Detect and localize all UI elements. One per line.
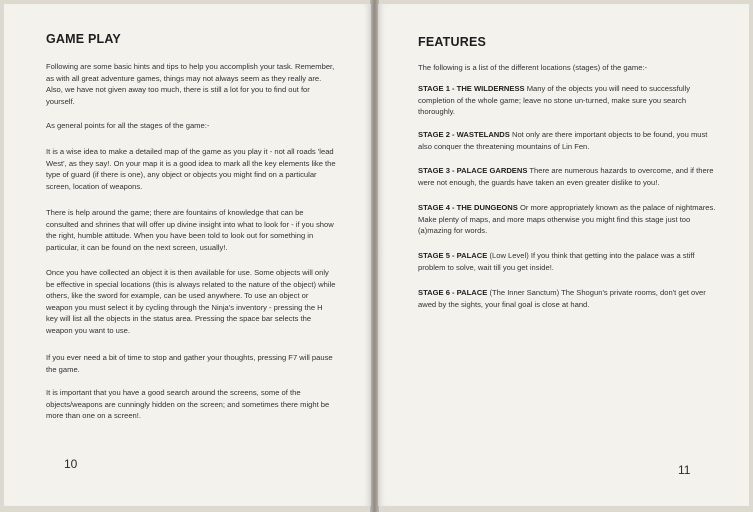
page-heading: GAME PLAY <box>46 32 121 46</box>
paragraph-intro: Following are some basic hints and tips to help you accomplish your task. Remember, as with all great adventure games, things may not always seem as they really are. Also, we have not given away too much, there is still a lot for you to find out for yourself. <box>46 62 335 106</box>
page-heading: FEATURES <box>418 35 487 49</box>
stage-entry <box>418 287 716 310</box>
stage-description: Or more appropriately known as the palace of nightmares. Make plenty of maps, and more maps otherwise you might find this stage just too (a)mazing for words. <box>418 203 716 236</box>
stage-title: STAGE 4 - THE DUNGEONS <box>418 203 518 212</box>
paragraph-pause: If you ever need a bit of time to stop and gather your thoughts, pressing F7 will pause the game. <box>46 353 333 374</box>
stage-title: STAGE 6 - PALACE <box>418 288 488 297</box>
left-page <box>4 4 371 506</box>
stage-entry <box>418 202 716 237</box>
stage-entry <box>418 250 716 273</box>
stage-title: STAGE 2 - WASTELANDS <box>418 130 510 139</box>
paragraph-search: It is important that you have a good search around the screens, some of the objects/weapons are cunningly hidden on the screen; and sometimes there might be more than one on a screen!. <box>46 388 330 421</box>
stage-description: Many of the objects you will need to successfully completion of the whole game; leave no stone un-turned, make sure you search thoroughly. <box>418 84 691 117</box>
stage-description: (Low Level) If you think that getting into the palace was a stiff problem to solve, wait till you get inside!. <box>418 251 695 272</box>
right-page <box>378 4 749 506</box>
paragraph-help: There is help around the game; there are fountains of knowledge that can be consulted and shrines that will offer up divine insight into what to look for - if you show the right, humble attitude. When you have been told to look out for something in particular, it can be found on the next screen, usually!. <box>46 208 334 252</box>
page-number: 10 <box>64 457 78 471</box>
paragraph-intro: The following is a list of the different locations (stages) of the game:- <box>418 63 648 72</box>
stage-title: STAGE 3 - PALACE GARDENS <box>418 166 528 175</box>
stage-entry <box>418 83 716 118</box>
stage-title: STAGE 1 - THE WILDERNESS <box>418 84 525 93</box>
paragraph-mapping: It is a wise idea to make a detailed map of the game as you play it - not all roads 'lead West', as they say!. On your map it is a good idea to mark all the key elements like the type of guard (if there is one), any object or objects you might find on a particular screen, location of weapons. <box>46 147 336 191</box>
stage-description: There are numerous hazards to overcome, and if there were not enough, the guards have taken an even greater dislike to you!. <box>418 166 714 187</box>
stage-description: (The Inner Sanctum) The Shogun's private rooms, don't get over awed by the sights, your final goal is close at hand. <box>418 288 706 309</box>
stage-entry <box>418 165 716 188</box>
stage-description: Not only are there important objects to be found, you must also conquer the threatening mountains of Lin Fen. <box>418 130 708 151</box>
paragraph-general-points: As general points for all the stages of the game:- <box>46 121 210 130</box>
page-number: 11 <box>678 463 691 477</box>
paragraph-objects: Once you have collected an object it is then available for use. Some objects will only be effective in special locations (this is always related to the nature of the object) while others, like the sword for example, can be used anywhere. To use an object or weapon you must select it by cycling through the Ninja's inventory - pressing the H key will list all the objects in the status area. Pressing the space bar selects the weapon you want to use. <box>46 268 336 335</box>
stage-entry <box>418 129 716 152</box>
stage-title: STAGE 5 - PALACE <box>418 251 488 260</box>
